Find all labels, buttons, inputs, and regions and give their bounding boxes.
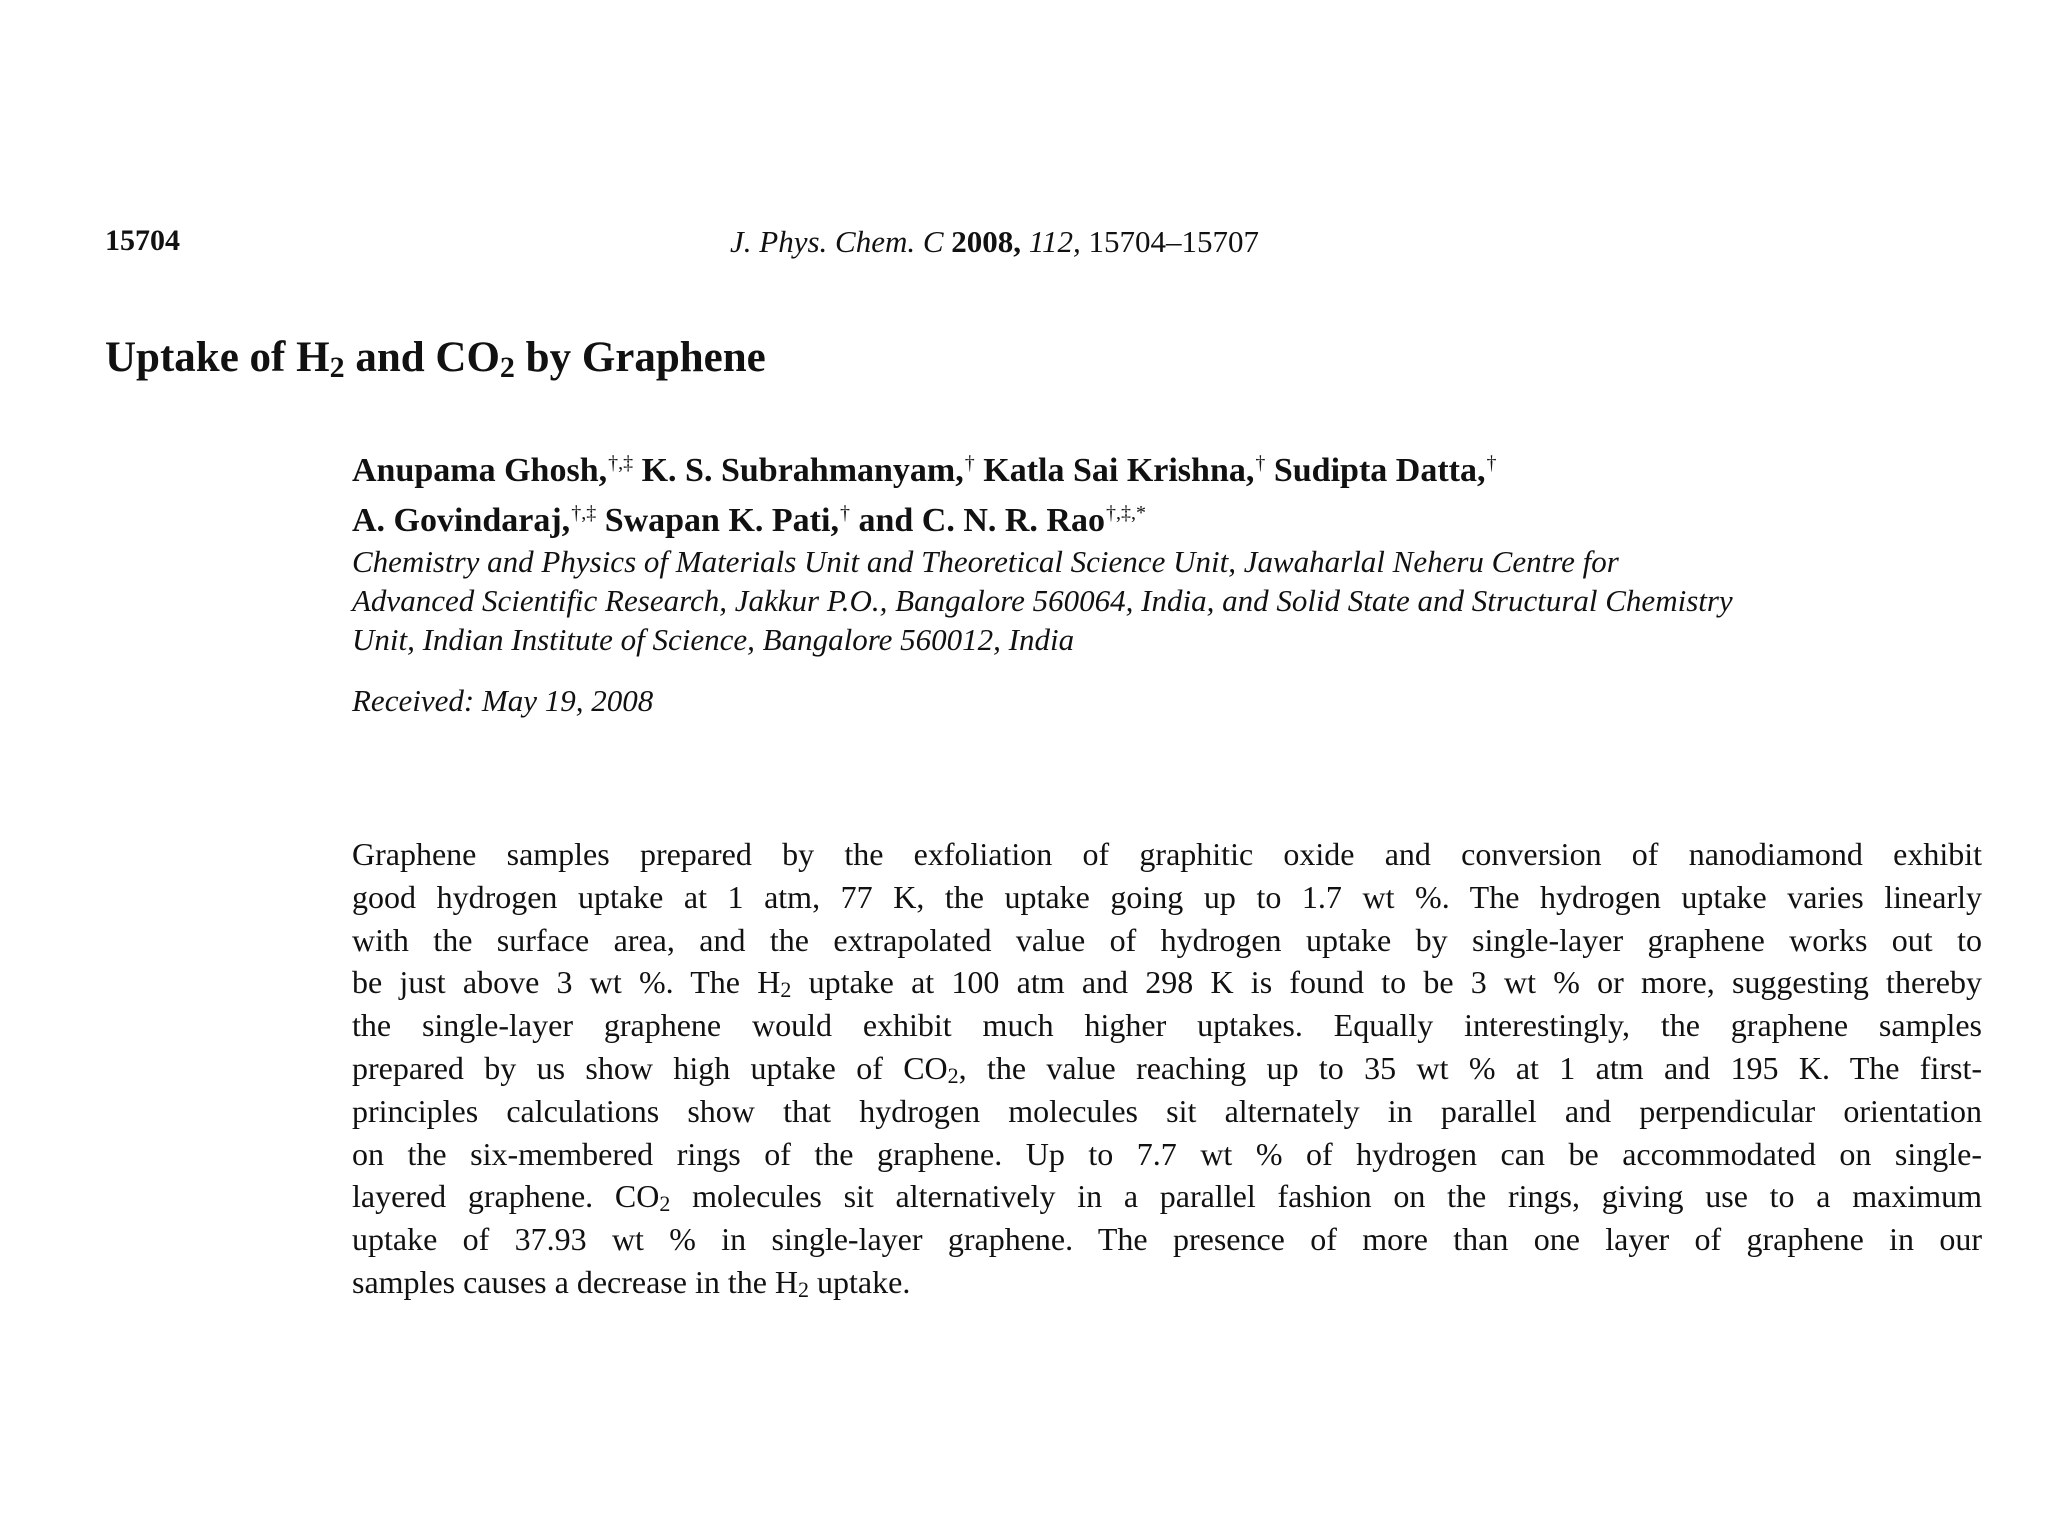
abstract-line: Graphene samples prepared by the exfoliation of graphitic oxide and conversion of nanodiamond exhibit xyxy=(352,836,1982,872)
affiliation-line: Unit, Indian Institute of Science, Bangalore 560012, India xyxy=(352,622,1075,657)
abstract-line: with the surface area, and the extrapolated value of hydrogen uptake by single-layer graphene works out to xyxy=(352,921,1982,958)
abstract-line xyxy=(352,1261,1982,1304)
abstract-text: prepared by us show high uptake of CO xyxy=(352,1049,948,1086)
author-list xyxy=(352,442,1992,542)
abstract-text: be just above 3 wt %. The H xyxy=(352,964,781,1001)
affiliation-mark: † xyxy=(1255,452,1266,474)
title-text: Uptake of H xyxy=(105,334,330,381)
abstract-text: , the value reaching up to 35 wt % at 1 atm and 195 K. The first- xyxy=(958,1049,1982,1086)
author-name: Katla Sai Krishna, xyxy=(974,452,1255,489)
journal-year: 2008, xyxy=(951,224,1022,259)
abstract-subscript: 2 xyxy=(780,977,792,1003)
abstract-text: uptake. xyxy=(809,1263,911,1300)
affiliation-mark: †,‡ xyxy=(608,452,634,474)
journal-name: J. Phys. Chem. C xyxy=(730,224,944,259)
title-subscript: 2 xyxy=(329,351,345,384)
abstract-subscript: 2 xyxy=(659,1191,671,1217)
abstract-subscript: 2 xyxy=(947,1062,959,1088)
affiliation-line: Chemistry and Physics of Materials Unit and Theoretical Science Unit, Jawaharlal Neheru Centre for xyxy=(352,544,1619,579)
abstract-subscript: 2 xyxy=(798,1276,810,1302)
author-name: Anupama Ghosh, xyxy=(352,452,608,489)
journal-pages: 15704–15707 xyxy=(1088,224,1259,259)
paper-title xyxy=(105,333,766,385)
affiliation-line: Advanced Scientific Research, Jakkur P.O., Bangalore 560064, India, and Solid State and Structural Chemistry xyxy=(352,583,1733,618)
affiliation-block xyxy=(352,542,1982,659)
author-line-2 xyxy=(352,492,1992,542)
journal-volume: 112, xyxy=(1028,224,1081,259)
abstract-line xyxy=(352,961,1982,1004)
author-line-1 xyxy=(352,442,1992,492)
abstract-line: on the six-membered rings of the graphene. Up to 7.7 wt % of hydrogen can be accommodated on single- xyxy=(352,1135,1982,1172)
abstract xyxy=(352,833,1982,1304)
author-name: A. Govindaraj, xyxy=(352,502,571,539)
title-text: and CO xyxy=(344,334,500,381)
affiliation-mark: †,‡ xyxy=(571,502,597,524)
author-name: Swapan K. Pati, xyxy=(596,502,839,539)
affiliation-mark: †,‡,* xyxy=(1106,502,1146,524)
abstract-line: principles calculations show that hydrogen molecules sit alternately in parallel and perpendicular orientation xyxy=(352,1092,1982,1129)
abstract-line xyxy=(352,1047,1982,1090)
abstract-text: layered graphene. CO xyxy=(352,1178,660,1215)
received-date: Received: May 19, 2008 xyxy=(352,683,654,718)
abstract-text: uptake at 100 atm and 298 K is found to be 3 wt % or more, suggesting thereby xyxy=(791,964,1983,1001)
title-text: by Graphene xyxy=(514,334,766,381)
author-name: Sudipta Datta, xyxy=(1265,452,1486,489)
journal-citation xyxy=(730,224,1259,260)
affiliation-mark: † xyxy=(964,452,975,474)
author-name: and C. N. R. Rao xyxy=(849,502,1105,539)
abstract-line xyxy=(352,1175,1982,1218)
abstract-line: uptake of 37.93 wt % in single-layer graphene. The presence of more than one layer of graphene in our xyxy=(352,1221,1982,1258)
affiliation-mark: † xyxy=(1486,452,1497,474)
abstract-text: samples causes a decrease in the H xyxy=(352,1263,799,1300)
page-number: 15704 xyxy=(105,224,180,257)
abstract-text: molecules sit alternatively in a parallel fashion on the rings, giving use to a maximum xyxy=(670,1178,1983,1215)
abstract-line: the single-layer graphene would exhibit much higher uptakes. Equally interestingly, the graphene samples xyxy=(352,1007,1982,1044)
author-name: K. S. Subrahmanyam, xyxy=(633,452,964,489)
affiliation-mark: † xyxy=(839,502,850,524)
title-subscript: 2 xyxy=(499,351,515,384)
abstract-line: good hydrogen uptake at 1 atm, 77 K, the uptake going up to 1.7 wt %. The hydrogen uptake varies linearly xyxy=(352,878,1982,915)
